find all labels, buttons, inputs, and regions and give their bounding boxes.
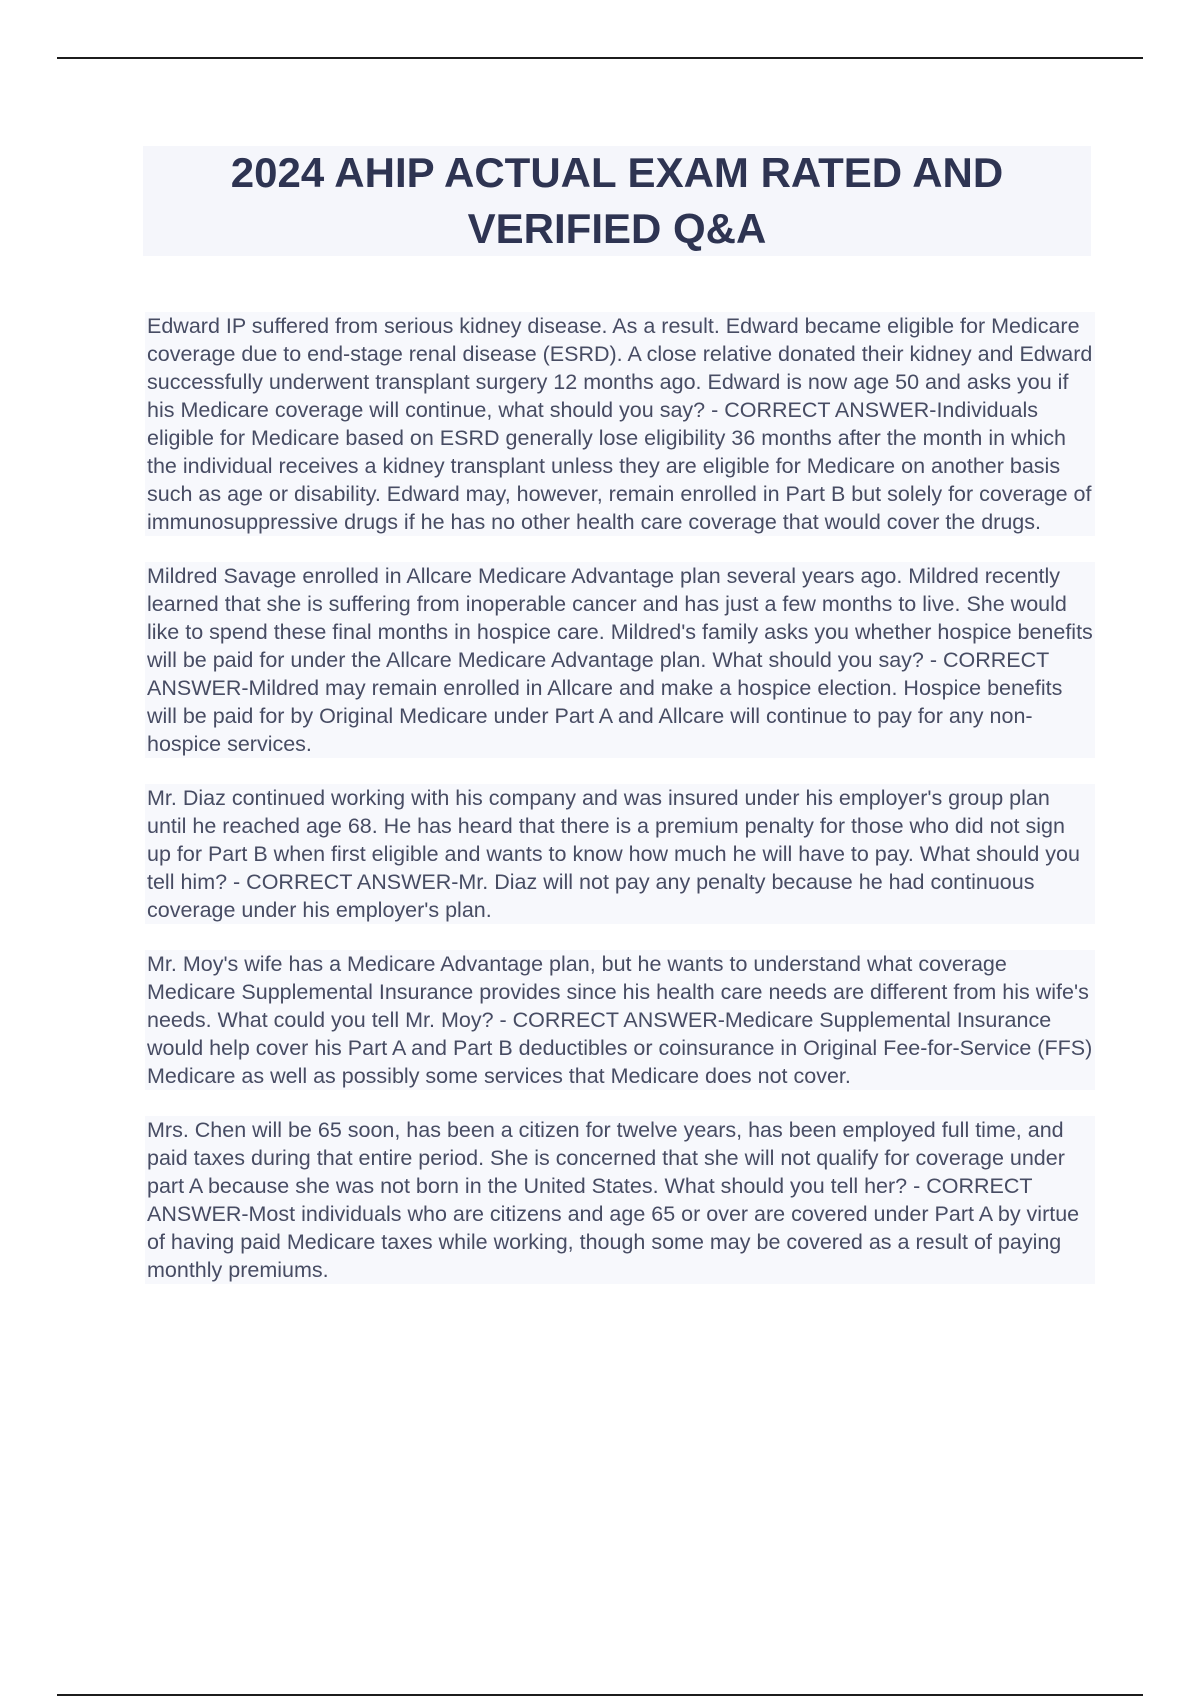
qa-list — [145, 312, 1095, 1310]
qa-item-diaz: Mr. Diaz continued working with his company and was insured under his employer's group plan until he reached age 68. He has heard that there is a premium penalty for those who did not sign up for Part B when first eligible and wants to know how much he will have to pay. What should you tell him? - CORRECT ANSWER-Mr. Diaz will not pay any penalty because he had continuous coverage under his employer's plan. — [145, 784, 1095, 924]
qa-item-mildred: Mildred Savage enrolled in Allcare Medicare Advantage plan several years ago. Mildred recently learned that she is suffering from inoperable cancer and has just a few months to live. She would like to spend these final months in hospice care. Mildred's family asks you whether hospice benefits will be paid for under the Allcare Medicare Advantage plan. What should you say? - CORRECT ANSWER-Mildred may remain enrolled in Allcare and make a hospice election. Hospice benefits will be paid for by Original Medicare under Part A and Allcare will continue to pay for any non-hospice services. — [145, 562, 1095, 758]
top-rule — [57, 57, 1143, 59]
qa-item-moy: Mr. Moy's wife has a Medicare Advantage plan, but he wants to understand what coverage Medicare Supplemental Insurance provides since his health care needs are different from his wife's needs. What could you tell Mr. Moy? - CORRECT ANSWER-Medicare Supplemental Insurance would help cover his Part A and Part B deductibles or coinsurance in Original Fee-for-Service (FFS) Medicare as well as possibly some services that Medicare does not cover. — [145, 950, 1095, 1090]
title-banner — [143, 146, 1091, 256]
qa-item-chen: Mrs. Chen will be 65 soon, has been a citizen for twelve years, has been employed full time, and paid taxes during that entire period. She is concerned that she will not qualify for coverage under part A because she was not born in the United States. What should you tell her? - CORRECT ANSWER-Most individuals who are citizens and age 65 or over are covered under Part A by virtue of having paid Medicare taxes while working, though some may be covered as a result of paying monthly premiums. — [145, 1116, 1095, 1284]
document-title — [231, 145, 1003, 257]
title-line-2: VERIFIED Q&A — [467, 205, 767, 252]
bottom-rule — [57, 1694, 1143, 1696]
title-line-1: 2024 AHIP ACTUAL EXAM RATED AND — [230, 149, 1004, 196]
qa-item-edward: Edward IP suffered from serious kidney disease. As a result. Edward became eligible for Medicare coverage due to end-stage renal disease (ESRD). A close relative donated their kidney and Edward successfully underwent transplant surgery 12 months ago. Edward is now age 50 and asks you if his Medicare coverage will continue, what should you say? - CORRECT ANSWER-Individuals eligible for Medicare based on ESRD generally lose eligibility 36 months after the month in which the individual receives a kidney transplant unless they are eligible for Medicare on another basis such as age or disability. Edward may, however, remain enrolled in Part B but solely for coverage of immunosuppressive drugs if he has no other health care coverage that would cover the drugs. — [145, 312, 1095, 536]
